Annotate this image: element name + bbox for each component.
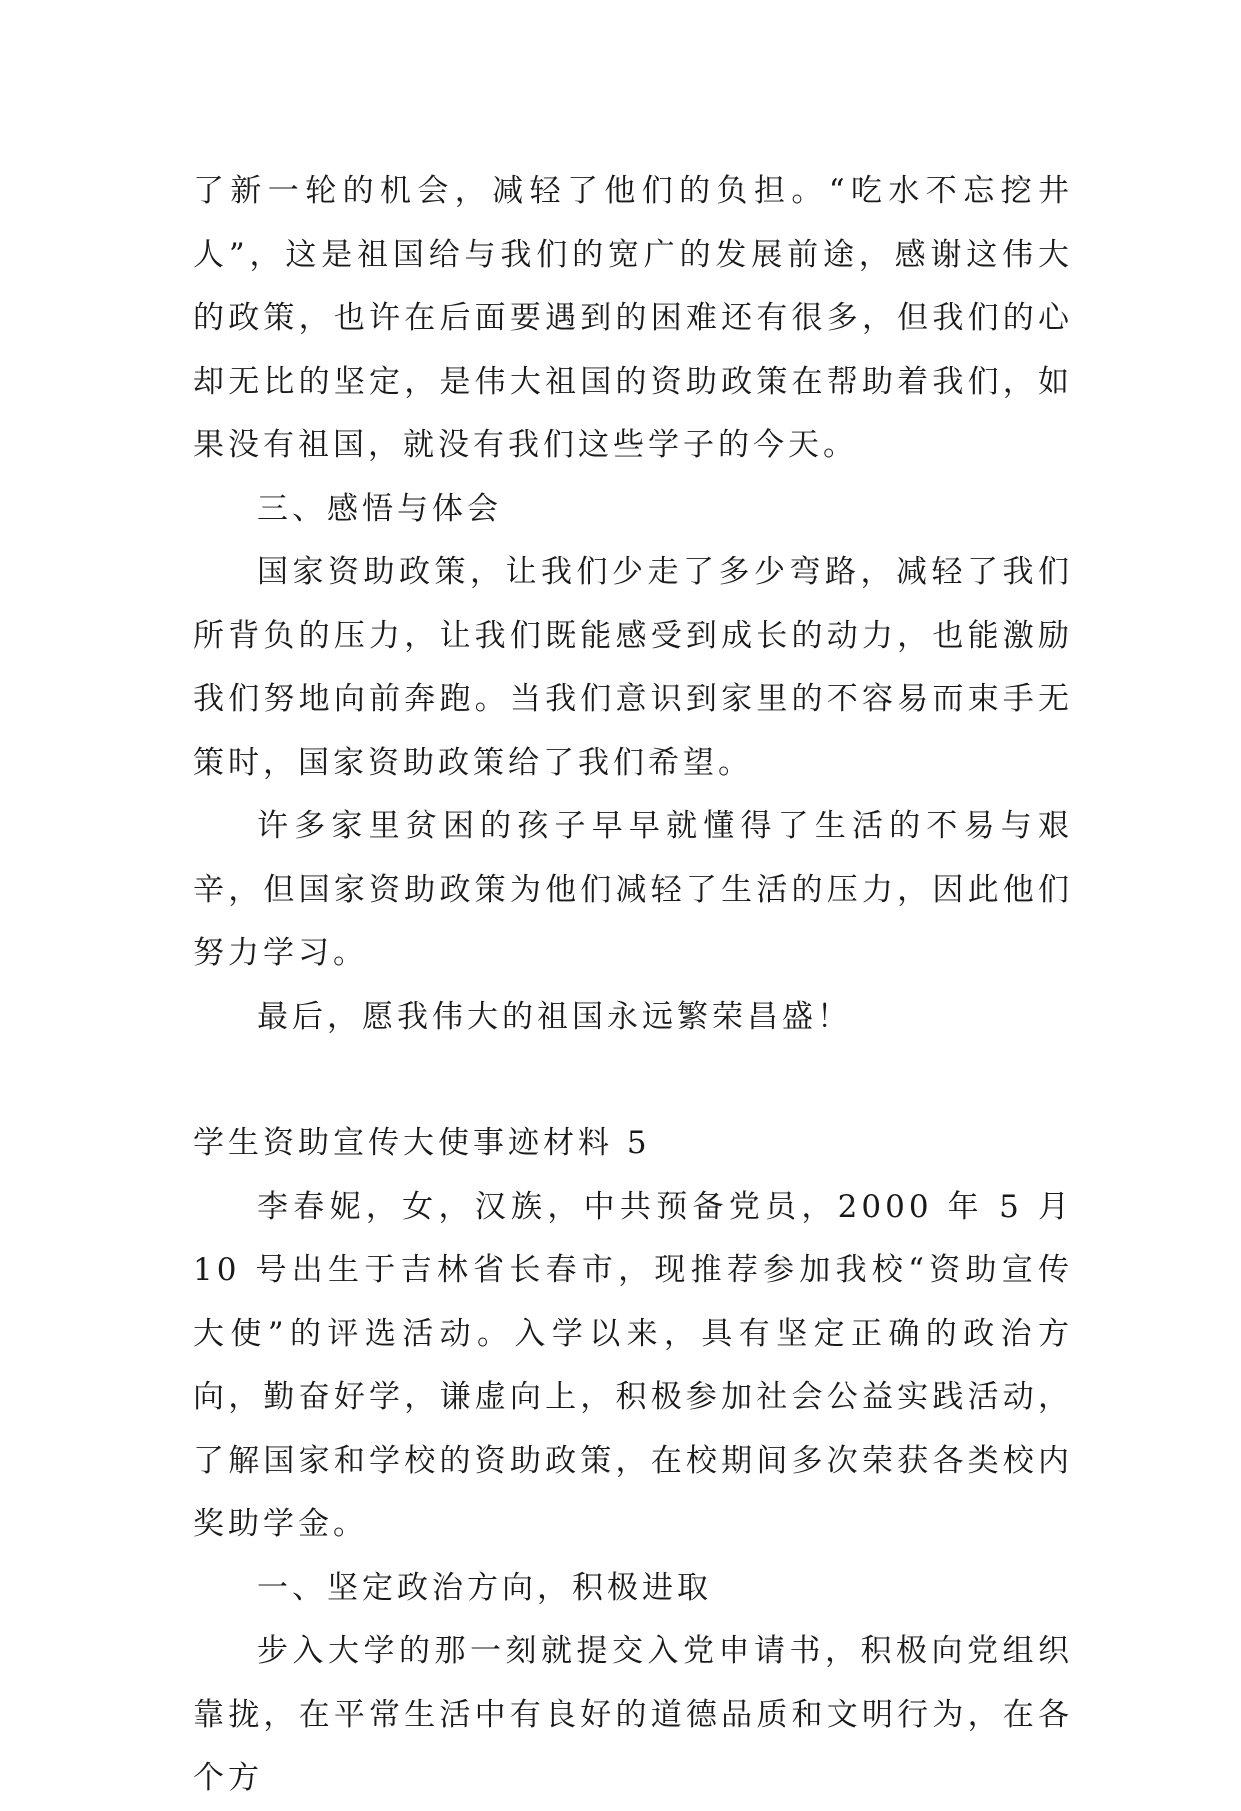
- section-heading-three: 三、感悟与体会: [257, 490, 502, 527]
- paragraph-party-application: 步入大学的那一刻就提交入党申请书，积极向党组织靠拢，在平常生活中有良好的道德品质和文明行为，在各个方: [193, 1633, 1073, 1796]
- paragraph-poor-children: 许多家里贫困的孩子早早就懂得了生活的不易与艰辛，但国家资助政策为他们减轻了生活的压力，因此他们努力学习。: [193, 808, 1073, 971]
- paragraph-closing-wish: 最后，愿我伟大的祖国永远繁荣昌盛！: [257, 998, 852, 1035]
- paragraph-continuation: 了新一轮的机会，减轻了他们的负担。“吃水不忘挖井人”，这是祖国给与我们的宽广的发展前途，感谢这伟大的政策，也许在后面要遇到的困难还有很多，但我们的心却无比的坚定，是伟大祖国的资助政策在帮助着我们，如果没有祖国，就没有我们这些学子的今天。: [193, 173, 1073, 463]
- document-body: [193, 160, 1073, 1811]
- paragraph-policy-impact: 国家资助政策，让我们少走了多少弯路，减轻了我们所背负的压力，让我们既能感受到成长的动力，也能激励我们努地向前奔跑。当我们意识到家里的不容易而束手无策时，国家资助政策给了我们希望。: [193, 554, 1073, 781]
- paragraph-introduction: 李春妮，女，汉族，中共预备党员，2000 年 5 月 10 号出生于吉林省长春市，现推荐参加我校“资助宣传大使”的评选活动。入学以来，具有坚定正确的政治方向，勤奋好学，谦虚向上，积极参加社会公益实践活动，了解国家和学校的资助政策，在校期间多次荣获各类校内奖助学金。: [193, 1188, 1073, 1542]
- article-title: 学生资助宣传大使事迹材料 5: [193, 1125, 651, 1161]
- section-heading-one: 一、坚定政治方向，积极进取: [257, 1569, 712, 1606]
